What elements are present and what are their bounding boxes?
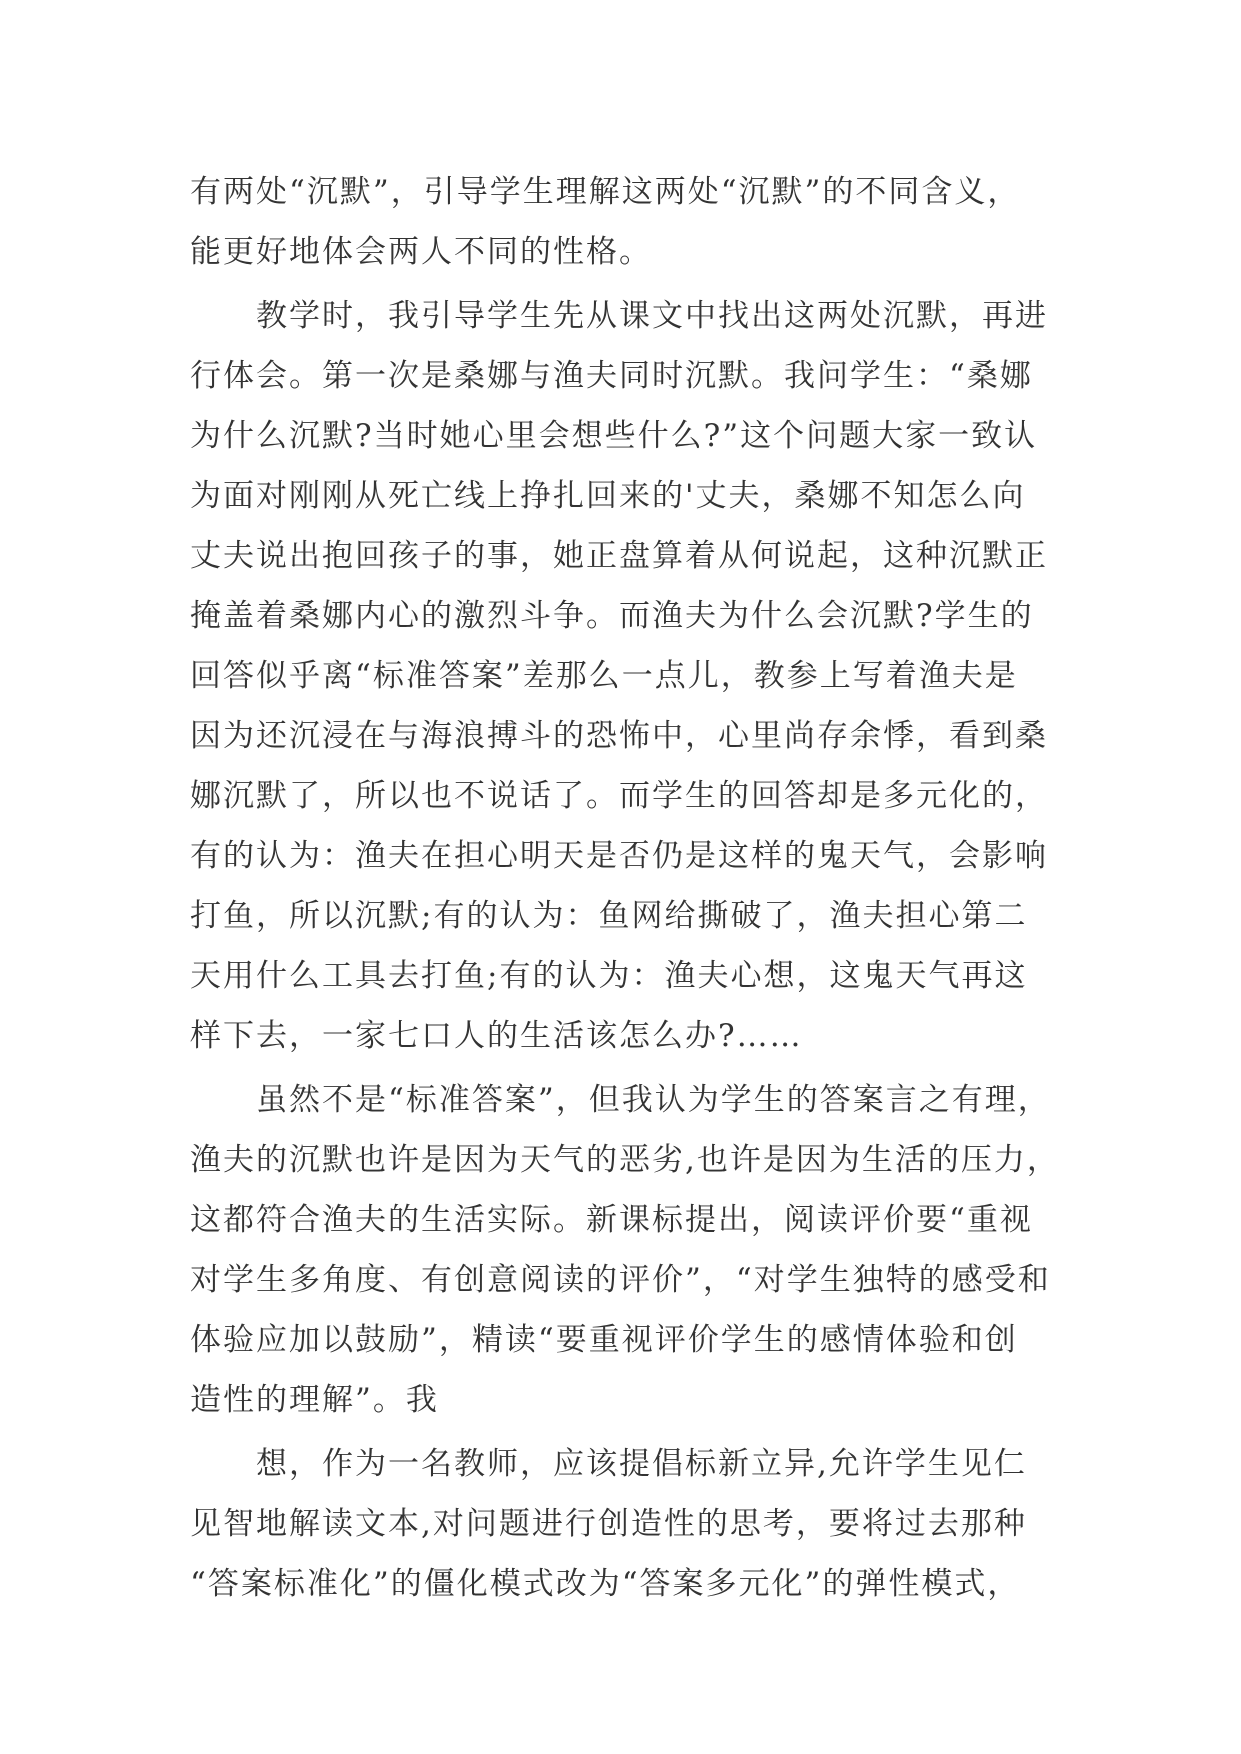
text-line: 因为还沉浸在与海浪搏斗的恐怖中，心里尚存余悸，看到桑 bbox=[190, 718, 1048, 754]
text-line: 见智地解读文本,对问题进行创造性的思考，要将过去那种 bbox=[190, 1506, 1027, 1542]
text-line: 掩盖着桑娜内心的激烈斗争。而渔夫为什么会沉默?学生的 bbox=[190, 598, 1034, 634]
article-body bbox=[190, 162, 1070, 1614]
text-line: 娜沉默了，所以也不说话了。而学生的回答却是多元化的， bbox=[190, 778, 1048, 814]
text-line: 为什么沉默?当时她心里会想些什么?”这个问题大家一致认 bbox=[190, 418, 1038, 454]
text-line: 体验应加以鼓励”，精读“要重视评价学生的感情体验和创 bbox=[190, 1322, 1018, 1358]
paragraph-start-line: 虽然不是“标准答案”，但我认为学生的答案言之有理， bbox=[256, 1082, 1051, 1118]
text-line: 对学生多角度、有创意阅读的评价”，“对学生独特的感受和 bbox=[190, 1262, 1051, 1298]
text-line: “答案标准化”的僵化模式改为“答案多元化”的弹性模式， bbox=[190, 1566, 1021, 1602]
text-line: 为面对刚刚从死亡线上挣扎回来的'丈夫，桑娜不知怎么向 bbox=[190, 478, 1026, 514]
text-line: 造性的理解”。我 bbox=[190, 1382, 439, 1418]
text-line: 回答似乎离“标准答案”差那么一点儿，教参上写着渔夫是 bbox=[190, 658, 1018, 694]
text-line: 有两处“沉默”，引导学生理解这两处“沉默”的不同含义， bbox=[190, 174, 1021, 210]
text-line: 能更好地体会两人不同的性格。 bbox=[190, 234, 652, 270]
paragraph-start-line: 教学时，我引导学生先从课文中找出这两处沉默，再进 bbox=[256, 298, 1048, 334]
paragraph-start-line: 想，作为一名教师，应该提倡标新立异,允许学生见仁 bbox=[256, 1446, 1027, 1482]
text-line: 行体会。第一次是桑娜与渔夫同时沉默。我问学生：“桑娜 bbox=[190, 358, 1033, 394]
text-line: 天用什么工具去打鱼;有的认为：渔夫心想，这鬼天气再这 bbox=[190, 958, 1028, 994]
text-line: 打鱼，所以沉默;有的认为：鱼网给撕破了，渔夫担心第二 bbox=[190, 898, 1028, 934]
text-line: 渔夫的沉默也许是因为天气的恶劣,也许是因为生活的压力， bbox=[190, 1142, 1060, 1178]
text-line: 这都符合渔夫的生活实际。新课标提出，阅读评价要“重视 bbox=[190, 1202, 1033, 1238]
text-line: 样下去，一家七口人的生活该怎么办?…… bbox=[190, 1018, 803, 1054]
text-line: 有的认为：渔夫在担心明天是否仍是这样的鬼天气，会影响 bbox=[190, 838, 1048, 874]
text-line: 丈夫说出抱回孩子的事，她正盘算着从何说起，这种沉默正 bbox=[190, 538, 1048, 574]
